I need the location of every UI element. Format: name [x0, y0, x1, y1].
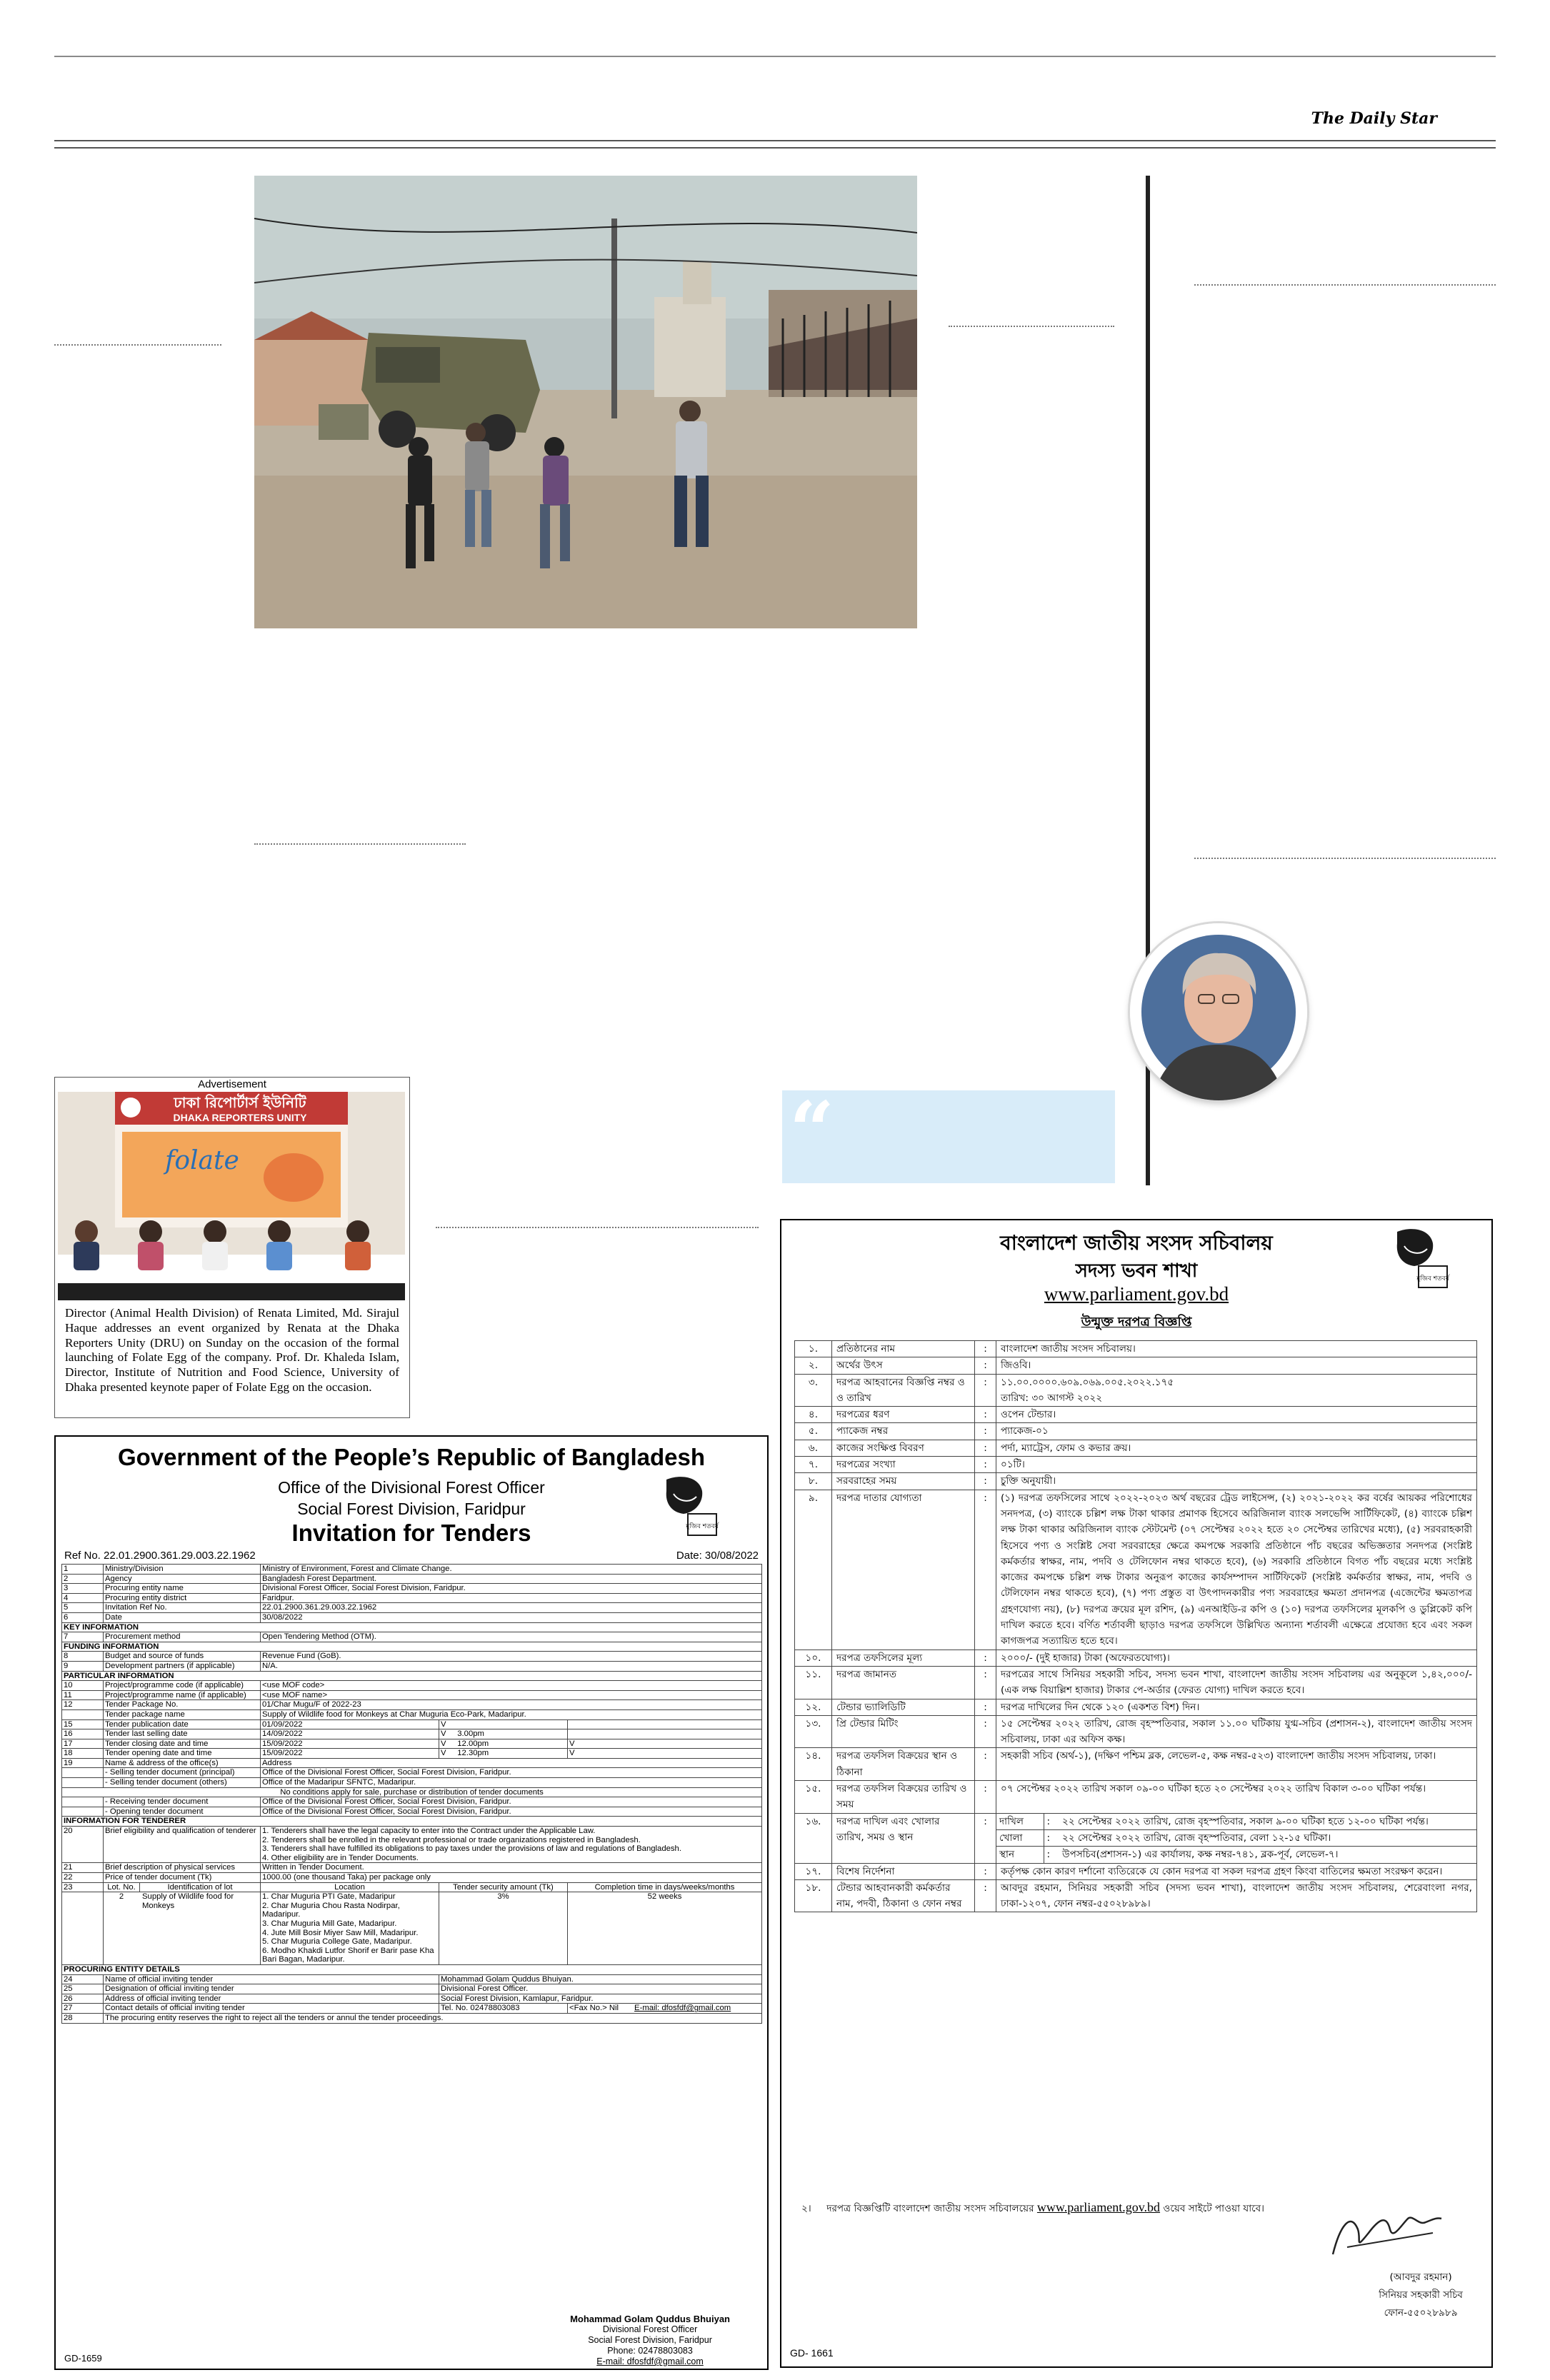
table-row: 8 Budget and source of funds Revenue Fund (GoB).	[62, 1652, 762, 1662]
mujib-logo-icon	[652, 1472, 721, 1541]
masthead-rule-1	[54, 140, 1496, 141]
signatory-title: Divisional Forest Officer	[602, 2324, 698, 2334]
table-row: 27 Contact details of official inviting tender Tel. No. 02478803083 <Fax No.> Nil E-mail: dfosfdf@gmail.com	[62, 2004, 762, 2014]
gov-title: Government of the People’s Republic of Bangladesh	[117, 1444, 706, 1470]
table-row: 23 Lot. No. Identification of lot Location Tender security amount (Tk) Completion time in days/weeks/months	[62, 1882, 762, 1892]
ad-product-name: folate	[165, 1146, 239, 1175]
signatory-name: Mohammad Golam Quddus Bhuiyan	[570, 2314, 730, 2324]
signatory-name: (আবদুর রহমান)	[1389, 2271, 1452, 2283]
tender-info-table	[61, 1564, 762, 2024]
table-section-row: INFORMATION FOR TENDERER	[62, 1817, 762, 1827]
news-photo	[254, 176, 917, 628]
table-row: 12 Tender Package No. 01/Char Mugu/F of 2022-23	[62, 1700, 762, 1710]
table-row: 26 Address of official inviting tender Social Forest Division, Kamlapur, Faridpur.	[62, 1994, 762, 2004]
table-row: 18 Tender opening date and time 15/09/2022 V 12.30pm V	[62, 1749, 762, 1759]
submission-schedule-table: দাখিল : ২২ সেপ্টেম্বর ২০২২ তারিখ, রোজ বৃহস্পতিবার, সকাল ৯-০০ ঘটিকা হতে ১২-০০ ঘটিকা পর্যন্ত। খোলা : ২২ সেপ্টেম্বর ২০২২ তারিখ, রোজ বৃহস্পতিবার, বেলা ১২-১৫ ঘটিকা। স্থান : উপসচিব(প্রশাসন-১) এর কার্যালয়, কক্ষ নম্বর-৭৪১, ব্লক-পূর্ব, লেভেল-৭।	[996, 1814, 1476, 1863]
table-section-row: PARTICULAR INFORMATION	[62, 1671, 762, 1681]
notice-date: Date: 30/08/2022	[676, 1550, 759, 1562]
office-name: Office of the Divisional Forest Officer	[278, 1478, 545, 1497]
table-row: 16 Tender last selling date 14/09/2022 V 3.00pm	[62, 1729, 762, 1739]
table-row: 11 Project/programme name (if applicable) <use MOF name>	[62, 1690, 762, 1700]
ad-banner-bangla: ঢাকা রিপোর্টার্স ইউনিটি	[174, 1094, 306, 1111]
signatory-address: Social Forest Division, Faridpur	[588, 2335, 712, 2345]
mujib-logo-icon	[1383, 1225, 1451, 1293]
signatory-phone: ফোন-৫৫০২৮৯৮৯	[1384, 2307, 1458, 2319]
logo-text: মুজিব শতবর্ষ	[1416, 1275, 1449, 1282]
table-row: 20 Brief eligibility and qualification of tenderer 1. Tenderers shall have the legal capacity to enter into the Contract under the Applicable Law. 2. Tenderers shall be enrolled in the relevant professional or trade organizations registered in Bangladesh. 3. Tenderers shall have fulfilled its obligations to pay taxes under the provisions of law and regulations of Bangladesh. 4. Other eligibility are in Tender Documents.	[62, 1827, 762, 1863]
table-row: 15 Tender publication date 01/09/2022 V	[62, 1719, 762, 1729]
table-row: ১৮. টেন্ডার আহবানকারী কর্মকর্তার নাম, পদবী, ঠিকানা ও ফোন নম্বর : আবদুর রহমান, সিনিয়র সহকারী সচিব (সদস্য ভবন শাখা), বাংলাদেশ জাতীয় সংসদ সচিবালয়, শেরেবাংলা নগর, ঢাকা-১২০৭, ফোন নম্বর-৫৫০২৮৯৮৯।	[795, 1879, 1477, 1912]
table-row: ৮. সরবরাহের সময় : চুক্তি অনুযায়ী।	[795, 1473, 1477, 1490]
signatory-title: সিনিয়র সহকারী সচিব	[1379, 2289, 1463, 2301]
table-row: - Selling tender document (principal) Office of the Divisional Forest Officer, Social Forest Division, Faridpur.	[62, 1768, 762, 1778]
table-row: 25 Designation of official inviting tender Divisional Forest Officer.	[62, 1984, 762, 1994]
table-row: 22 Price of tender document (Tk) 1000.00 (one thousand Taka) per package only	[62, 1873, 762, 1883]
table-row: ৩. দরপত্র আহবানের বিজ্ঞপ্তি নম্বর ও ও তারিখ : ১১.০০.০০০০.৬০৯.০৬৯.০০৫.২০২২.১৭৫ তারিখ: ৩০ আগস্ট ২০২২	[795, 1374, 1477, 1407]
signatory-phone: Phone: 02478803083	[607, 2346, 693, 2356]
table-row: ১১. দরপত্র জামানত : দরপত্রের সাথে সিনিয়র সহকারী সচিব, সদস্য ভবন শাখা, বাংলাদেশ জাতীয় সংসদ সচিবালয় এর অনুকূলে ১,৪২,০০০/- (এক লক্ষ বিয়াল্লিশ হাজার) টাকার পে-অর্ডার (ফেরত যোগ্য) দাখিল করতে হবে।	[795, 1666, 1477, 1699]
table-row: 1 Ministry/Division Ministry of Environment, Forest and Climate Change.	[62, 1565, 762, 1575]
dotted-rule-left	[54, 344, 221, 346]
table-row: 7 Procurement method Open Tendering Method (OTM).	[62, 1632, 762, 1642]
signatory-email-link[interactable]: E-mail: dfosfdf@gmail.com	[596, 2356, 704, 2366]
table-row: ৫. প্যাকেজ নম্বর : প্যাকেজ-০১	[795, 1423, 1477, 1440]
top-rule	[54, 56, 1496, 57]
table-section-row: FUNDING INFORMATION	[62, 1642, 762, 1652]
gd-number: GD-1659	[64, 2353, 102, 2364]
table-row: ১৬. দরপত্র দাখিল এবং খোলার তারিখ, সময় ও স্থান : দাখিল : ২২ সেপ্টেম্বর ২০২২ তারিখ, রোজ বৃহস্পতিবার, সকাল ৯-০০ ঘটিকা হতে ১২-০০ ঘটিকা পর্যন্ত। খোলা : ২২ সেপ্টেম্বর ২০২২ তারিখ, রোজ বৃহস্পতিবার, বেলা ১২-১৫ ঘটিকা। স্থান : উপসচিব(প্রশাসন-১) এর কার্যালয়, কক্ষ নম্বর-৭৪১, ব্লক-পূর্ব, লেভেল-৭।	[795, 1813, 1477, 1863]
table-row: 2 Supply of Wildlife food for Monkeys 1. Char Muguria PTI Gate, Madaripur 2. Char Muguria Chou Rasta Nodirpar, Madaripur. 3. Char Muguria Mill Gate, Madaripur. 4. Jute Mill Bosir Miyer Saw Mill, Madaripur. 5. Char Muguria College Gate, Madaripur. 6. Modho Khakdi Lutfor Shorif er Barir pase Kha Bari Bagan, Madaripur. 3% 52 weeks	[62, 1892, 762, 1965]
table-section-row: PROCURING ENTITY DETAILS	[62, 1964, 762, 1974]
table-row: ১. প্রতিষ্ঠানের নাম : বাংলাদেশ জাতীয় সংসদ সচিবালয়।	[795, 1341, 1477, 1357]
table-row: - Selling tender document (others) Office of the Madaripur SFNTC, Madaripur.	[62, 1778, 762, 1788]
branch-title: সদস্য ভবন শাখা	[1075, 1260, 1198, 1282]
table-row: 17 Tender closing date and time 15/09/2022 V 12.00pm V	[62, 1739, 762, 1749]
table-row: ১৫. দরপত্র তফসিল বিক্রয়ের তারিখ ও সময় : ০৭ সেপ্টেম্বর ২০২২ তারিখ সকাল ০৯-০০ ঘটিকা হতে ২০ সেপ্টেম্বর ২০২২ তারিখ বিকাল ৩-০০ ঘটিকা পর্যন্ত।	[795, 1781, 1477, 1814]
forest-tender-notice	[54, 1435, 769, 2370]
table-row: ৪. দরপত্রের ধরণ : ওপেন টেন্ডার।	[795, 1407, 1477, 1423]
table-row: ১৩. প্রি টেন্ডার মিটিং : ১৫ সেপ্টেম্বর ২০২২ তারিখ, রোজ বৃহস্পতিবার, সকাল ১১.০০ ঘটিকায় যুগ্ম-সচিব (প্রশাসন-২), বাংলাদেশ জাতীয় সংসদ সচিবালয়, ঢাকা এর অফিস কক্ষ।	[795, 1715, 1477, 1748]
table-row: 24 Name of official inviting tender Mohammad Golam Quddus Bhuiyan.	[62, 1974, 762, 1984]
handwritten-signature	[1319, 2197, 1447, 2269]
dotted-rule-right-top	[1194, 284, 1496, 286]
table-section-row: KEY INFORMATION	[62, 1622, 762, 1632]
ad-event-photo	[58, 1092, 405, 1300]
masthead-rule-2	[54, 147, 1496, 149]
table-row: ১২. টেন্ডার ভ্যালিডিটি : দরপত্র দাখিলের দিন থেকে ১২০ (একশত বিশ) দিন।	[795, 1699, 1477, 1715]
table-row: ৭. দরপত্রের সংখ্যা : ০১টি।	[795, 1457, 1477, 1473]
table-row: 3 Procuring entity name Divisional Forest Officer, Social Forest Division, Faridpur.	[62, 1584, 762, 1594]
quote-mark-icon: “	[789, 1084, 835, 1176]
table-row: - Receiving tender document Office of the Divisional Forest Officer, Social Forest Division, Faridpur.	[62, 1797, 762, 1807]
table-row: ১৭. বিশেষ নির্দেশনা : কর্তৃপক্ষ কোন কারণ দর্শানো ব্যতিরেকে যে কোন দরপত্র বা সকল দরপত্র গ্রহণ কিংবা বাতিলের ক্ষমতা সংরক্ষণ করেন।	[795, 1863, 1477, 1879]
table-row: ১০. দরপত্র তফসিলের মূল্য : ২০০০/- (দুই হাজার) টাকা (অফেরতযোগ্য)।	[795, 1650, 1477, 1666]
parliament-tender-table	[794, 1340, 1477, 1912]
table-row: 5 Invitation Ref No. 22.01.2900.361.29.003.22.1962	[62, 1603, 762, 1613]
table-row: 10 Project/programme code (if applicable) <use MOF code>	[62, 1681, 762, 1691]
notice-subtitle: উন্মুক্ত দরপত্র বিজ্ঞপ্তি	[1081, 1315, 1192, 1330]
table-row: ৯. দরপত্র দাতার যোগ্যতা : (১) দরপত্র তফসিলের সাথে ২০২২-২০২৩ অর্থ বছরের ট্রেড লাইসেন্স, (২) ২০২১-২০২২ কর বর্ষের আয়কর পরিশোধের সনদপত্র, (৩) ব্যাংকে চল্লিশ লক্ষ টাকা থাকার প্রমাণক হিসেবে অরিজিনাল ব্যাংক সলভেন্সি সার্টিফিকেট, (৪) ব্যাংকে চল্লিশ লক্ষ টাকা থাকার অরিজিনাল ব্যাংক স্টেটমেন্ট (০৭ সেপ্টেম্বর ২০২২ হতে ২০ সেপ্টেম্বর তারিখের মধ্যে), (৫) সরবরাহকারী হিসেবে পণ্য ও সংশ্লিষ্ট সেবা সরবরাহের ক্ষেত্রে কমপক্ষে সরকারি প্রতিষ্ঠানে পাঁচ বছরের অভিজ্ঞতার সনদপত্র (সংশ্লিষ্ট কর্মকর্তার স্বাক্ষর, নাম, পদবি ও টেলিফোন নম্বর থাকতে হবে), (৬) সরকারি প্রতিষ্ঠানে বিগত পাঁচ বছরের মধ্যে সংশ্লিষ্ট কাজের কমপক্ষে চল্লিশ লক্ষ টাকার অনুরূপ কাজের কার্যসম্পাদন সার্টিফিকেট (সংশ্লিষ্ট কর্মকর্তার স্বাক্ষর, নাম, পদবি ও টেলিফোন নম্বর থাকতে হবে), (৭) পণ্য প্রস্তুত বা উৎপাদনকারীর পণ্য সরবরাহের ক্ষমতা প্রদানপত্র (এজেন্টের ক্ষমতাপত্র গ্রহণযোগ্য নয়), (৮) দরপত্র ক্রয়ের মূল রশিদ, (৯) এনআইডি-র কপি ও (১০) দরপত্র তফসিলের মূলকপি ও ডুপ্লিকেট কপি দাখিল করতে হবে। বর্ণিত শর্তাবলী ছাড়াও দরপত্র তফসিলে উল্লিখিত অন্যান্য শর্তাবলী এক্ষেত্রে প্রযোজ্য হবে এবং সকল কাগজপত্র সত্যায়িত হতে হবে।	[795, 1490, 1477, 1650]
advertisement-label: Advertisement	[198, 1078, 266, 1090]
secretariat-title: বাংলাদেশ জাতীয় সংসদ সচিবালয়	[1000, 1231, 1273, 1255]
table-row: 6 Date 30/08/2022	[62, 1612, 762, 1622]
table-row: ৬. কাজের সংক্ষিপ্ত বিবরণ : পর্দা, ম্যাট্রেস, ফোম ও কভার ক্রয়।	[795, 1440, 1477, 1456]
table-row: 4 Procuring entity district Faridpur.	[62, 1593, 762, 1603]
dotted-rule-mid	[949, 326, 1114, 327]
tender-title: Invitation for Tenders	[291, 1520, 531, 1546]
table-row: 9 Development partners (if applicable) N/A.	[62, 1661, 762, 1671]
office-division: Social Forest Division, Faridpur	[297, 1500, 526, 1518]
dotted-rule-right-bottom	[1194, 858, 1496, 859]
table-row: No conditions apply for sale, purchase or distribution of tender documents	[62, 1787, 762, 1797]
table-row: - Opening tender document Office of the Divisional Forest Officer, Social Forest Division, Faridpur.	[62, 1807, 762, 1817]
website-note: ২। দরপত্র বিজ্ঞপ্তিটি বাংলাদেশ জাতীয় সংসদ সচিবালয়ের www.parliament.gov.bd ওয়েব সাইটে পাওয়া যাবে।	[801, 2200, 1265, 2214]
logo-text: মুজিব শতবর্ষ	[686, 1523, 719, 1530]
website-link[interactable]: www.parliament.gov.bd	[1044, 1283, 1229, 1305]
advertisement	[54, 1077, 410, 1418]
portrait-photo	[1130, 923, 1307, 1100]
ad-banner-english: DHAKA REPORTERS UNITY	[173, 1112, 307, 1123]
contact-email-link[interactable]: E-mail: dfosfdf@gmail.com	[634, 2004, 731, 2013]
signatory-block	[570, 2314, 730, 2367]
ad-caption: Director (Animal Health Division) of Renata Limited, Md. Sirajul Haque addresses an event organized by Renata at the Dhaka Reporters Unity (DRU) on Sunday on the occasion of the formal launching of Folate Egg of the company. Prof. Dr. Khaleda Islam, Director, Institute of Nutrition and Food Science, University of Dhaka presented keynote paper of Folate Egg on the occasion.	[65, 1306, 399, 1394]
table-row: 21 Brief description of physical services Written in Tender Document.	[62, 1863, 762, 1873]
table-row: Tender package name Supply of Wildlife food for Monkeys at Char Muguria Eco-Park, Madaripur.	[62, 1709, 762, 1719]
dotted-rule-photo	[254, 843, 466, 845]
table-row: ২. অর্থের উৎস : জিওবি।	[795, 1357, 1477, 1374]
ref-number: Ref No. 22.01.2900.361.29.003.22.1962	[64, 1550, 256, 1562]
gd-number: GD- 1661	[790, 2347, 834, 2359]
table-row: 2 Agency Bangladesh Forest Department.	[62, 1574, 762, 1584]
signatory-block	[1379, 2269, 1463, 2322]
table-row: 28 The procuring entity reserves the right to reject all the tenders or annul the tender proceedings.	[62, 2013, 762, 2023]
masthead: The Daily Star	[1311, 109, 1437, 128]
parliament-tender-notice	[780, 1219, 1493, 2368]
table-row: ১৪. দরপত্র তফসিল বিক্রয়ের স্থান ও ঠিকানা : সহকারী সচিব (অর্থ-১), (দক্ষিণ পশ্চিম ব্লক, লেভেল-৫, কক্ষ নম্বর-৫২৩) বাংলাদেশ জাতীয় সংসদ সচিবালয়, ঢাকা।	[795, 1748, 1477, 1781]
note-website-link[interactable]: www.parliament.gov.bd	[1036, 2200, 1161, 2214]
table-row: 19 Name & address of the office(s) Address	[62, 1758, 762, 1768]
dotted-rule-ad	[436, 1227, 759, 1228]
